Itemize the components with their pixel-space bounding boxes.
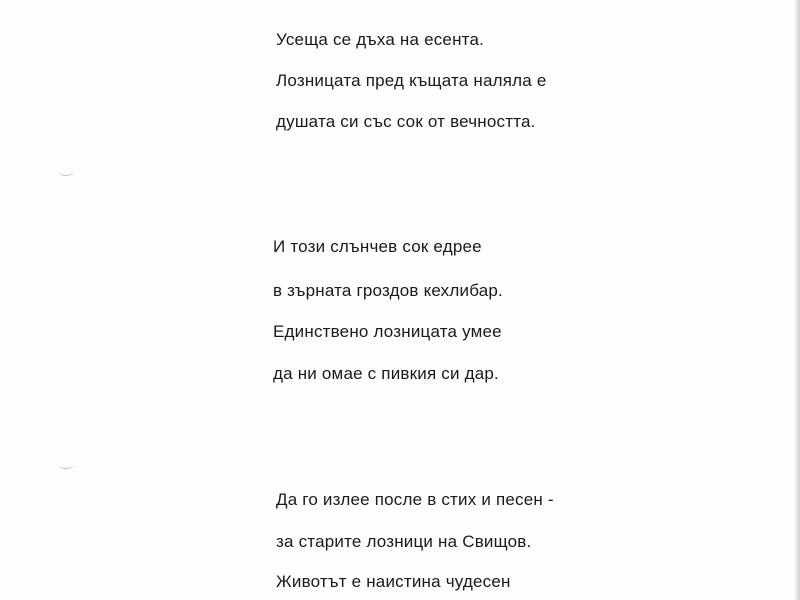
page-edge-shadow	[794, 0, 800, 600]
poem-line-cut-off	[276, 0, 491, 2]
binder-hole-mark-top	[58, 165, 74, 176]
poem-line: за старите лозници на Свищов.	[276, 532, 532, 551]
poem-line: Усеща се дъха на есента.	[276, 30, 485, 49]
poem-line: И този слънчев сок едрее	[273, 237, 482, 256]
poem-line: душата си със сок от вечността.	[276, 112, 536, 131]
poem-line: Единствено лозницата умее	[273, 322, 502, 341]
poem-line: Животът е наистина чудесен	[276, 572, 511, 591]
binder-hole-mark-bottom	[58, 458, 74, 469]
poem-line: в зърната гроздов кехлибар.	[273, 281, 503, 300]
poem-line: Да го излее после в стих и песен -	[276, 490, 554, 509]
poem-line: Лозницата пред къщата наляла е	[276, 71, 547, 90]
poem-line: да ни омае с пивкия си дар.	[273, 364, 499, 383]
